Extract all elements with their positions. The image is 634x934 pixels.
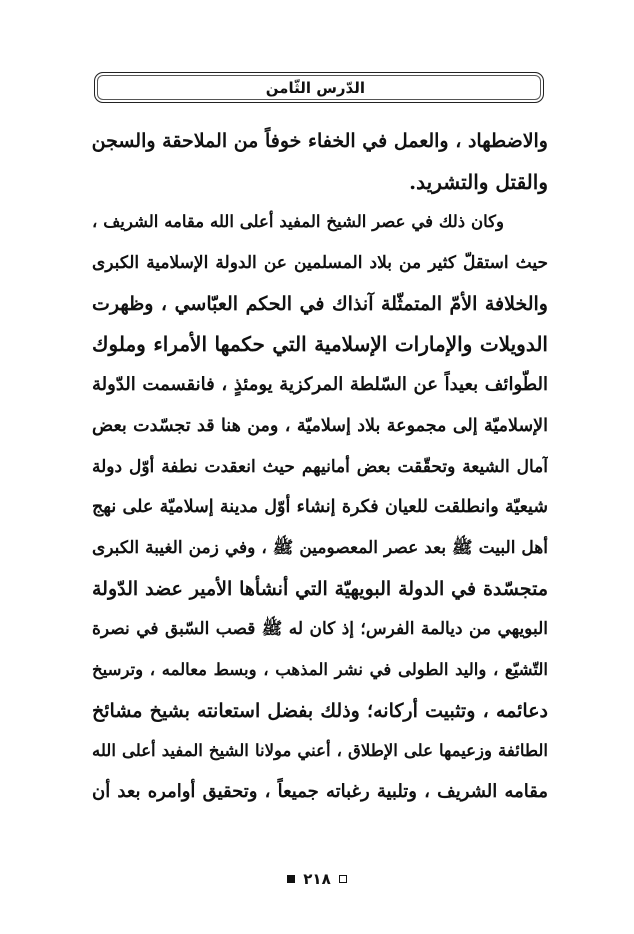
- lesson-title: الدّرس الثّامن: [265, 79, 365, 97]
- body-line: متجسّدة في الدولة البويهيّة التي أنشأها الأمير عضد الدّولة: [92, 577, 548, 600]
- body-line: الطّوائف بعيداً عن السّلطة المركزية يومئذٍ ، فانقسمت الدّولة: [92, 374, 548, 396]
- body-line: الطائفة وزعيمها على الإطلاق ، أعني مولانا الشيخ المفيد أعلى الله: [92, 741, 548, 761]
- body-line: وكان ذلك في عصر الشيخ المفيد أعلى الله مقامه الشريف ،: [92, 212, 504, 232]
- body-line: مقامه الشريف ، وتلبية رغباته جميعاً ، وتحقيق أوامره بعد أن: [92, 781, 548, 802]
- open-square-icon: [339, 875, 347, 883]
- filled-square-icon: [287, 875, 295, 883]
- body-line: حيث استقلّ كثير من بلاد المسلمين عن الدولة الإسلامية الكبرى: [92, 253, 548, 274]
- body-line: الإسلاميّة إلى مجموعة بلاد إسلاميّة ، ومن هنا قد تجسّدت بعض: [92, 415, 548, 436]
- body-line: البويهي من ديالمة الفرس؛ إذ كان له ﷺ قصب السّبق في نصرة: [92, 619, 548, 640]
- body-line: شيعيّة وانطلقت للعيان فكرة إنشاء أوّل مدينة إسلاميّة على نهج: [92, 497, 548, 518]
- body-line: الدويلات والإمارات الإسلامية التي حكمها الأمراء وملوك: [92, 332, 548, 357]
- body-text: [92, 121, 548, 813]
- body-line: أهل البيت ﷺ بعد عصر المعصومين ﷺ ، وفي زمن الغيبة الكبرى: [92, 537, 548, 558]
- body-line: والقتل والتشريد.: [409, 169, 548, 194]
- body-line: والخلافة الأمّ المتمثّلة آنذاك في الحكم العبّاسي ، وظهرت: [92, 292, 548, 315]
- body-line: آمال الشيعة وتحقّقت بعض أمانيهم حيث انعقدت نطفة أوّل دولة: [92, 456, 548, 477]
- page-footer: [0, 868, 634, 890]
- lesson-header-box: [94, 72, 544, 103]
- page-number: ٢١٨: [303, 870, 331, 888]
- body-line: دعائمه ، وتثبيت أركانه؛ وذلك بفضل استعانته بشيخ مشائخ: [92, 699, 548, 722]
- body-line: التّشيّع ، واليد الطولى في نشر المذهب ، وبسط معالمه ، وترسيخ: [92, 659, 548, 679]
- body-line: والاضطهاد ، والعمل في الخفاء خوفاً من الملاحقة والسجن: [92, 130, 548, 152]
